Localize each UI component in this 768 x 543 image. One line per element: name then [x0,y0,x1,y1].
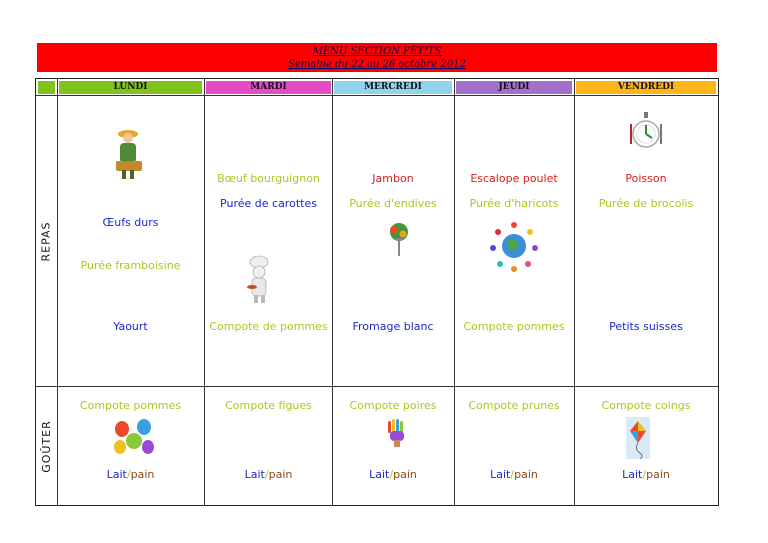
lundi-gouter-pain: pain [130,468,155,481]
jeudi-repas-item2: Purée d'haricots [469,197,559,210]
mardi-repas-item1: Bœuf bourguignon [217,172,320,185]
lundi-gouter-lait-pain [59,468,202,481]
lundi-repas-item3: Yaourt [113,320,148,333]
header-vendredi: VENDREDI [576,81,716,94]
lundi-gouter-sep: / [126,468,131,481]
mercredi-gouter-compote: Compote poires [349,399,437,412]
vendredi-gouter-lait-pain [576,468,716,481]
row-label-repas-text: REPAS [40,220,53,262]
lundi-repas-item2: Purée framboisine [80,259,181,272]
menu-week: Semaine du 22 au 26 octobre 2012 [288,59,466,70]
grid-line [36,386,718,387]
painted-hand-icon [386,418,408,452]
header-corner [38,81,55,94]
plate-clock-icon [627,110,665,158]
menu-title: MENU SECTION PETITS [312,46,442,57]
mardi-repas-item2: Purée de carottes [220,197,317,210]
mercredi-gouter-pain: pain [393,468,417,481]
jeudi-repas-item1: Escalope poulet [470,172,558,185]
row-label-gouter [36,387,57,505]
jeudi-gouter-compote: Compote prunes [468,399,560,412]
grid-line [57,79,58,505]
mardi-gouter-lait-pain [206,468,331,481]
lundi-gouter-lait: Lait [106,468,127,481]
chef-illustration-icon [243,255,275,309]
vendredi-gouter-pain: pain [646,468,670,481]
mercredi-gouter-lait: Lait [369,468,390,481]
row-label-repas [36,96,57,386]
lundi-gouter-compote: Compote pommes [79,399,182,412]
mardi-repas-item3: Compote de pommes [209,320,328,333]
grid-line [574,79,575,505]
header-mardi: MARDI [206,81,331,94]
mercredi-repas-item2: Purée d'endives [349,197,437,210]
mardi-gouter-lait: Lait [244,468,265,481]
menu-table [35,78,719,506]
grid-line [36,95,718,96]
header-mercredi: MERCREDI [334,81,452,94]
jeudi-gouter-lait: Lait [490,468,511,481]
mercredi-gouter-lait-pain [334,468,452,481]
vendredi-gouter-lait: Lait [622,468,643,481]
grid-line [454,79,455,505]
mardi-gouter-sep: / [264,468,269,481]
vendredi-repas-item3: Petits suisses [609,320,683,333]
mercredi-repas-item1: Jambon [372,172,414,185]
lundi-repas-item1: Œufs durs [102,216,159,229]
vendredi-gouter-sep: / [642,468,647,481]
mardi-gouter-pain: pain [268,468,293,481]
mercredi-repas-item3: Fromage blanc [352,320,434,333]
painted-hands-icon [110,417,158,461]
vendredi-repas-item1: Poisson [625,172,667,185]
jeudi-gouter-sep: / [510,468,515,481]
grid-line [332,79,333,505]
grid-line [204,79,205,505]
children-around-globe-icon [490,220,538,276]
kite-icon [626,417,650,463]
row-label-gouter-text: GOÛTER [40,419,54,473]
vendredi-gouter-compote: Compote coings [601,399,691,412]
vendredi-repas-item2: Purée de brocolis [598,197,694,210]
header-lundi: LUNDI [59,81,202,94]
mercredi-gouter-sep: / [389,468,394,481]
gardener-illustration-icon [108,125,148,185]
vegetable-fork-icon [381,220,417,262]
mardi-gouter-compote: Compote figues [225,399,312,412]
jeudi-gouter-pain: pain [514,468,538,481]
header-jeudi: JEUDI [456,81,572,94]
jeudi-repas-item3: Compote pommes [463,320,565,333]
jeudi-gouter-lait-pain [456,468,572,481]
menu-title-banner [37,43,717,72]
